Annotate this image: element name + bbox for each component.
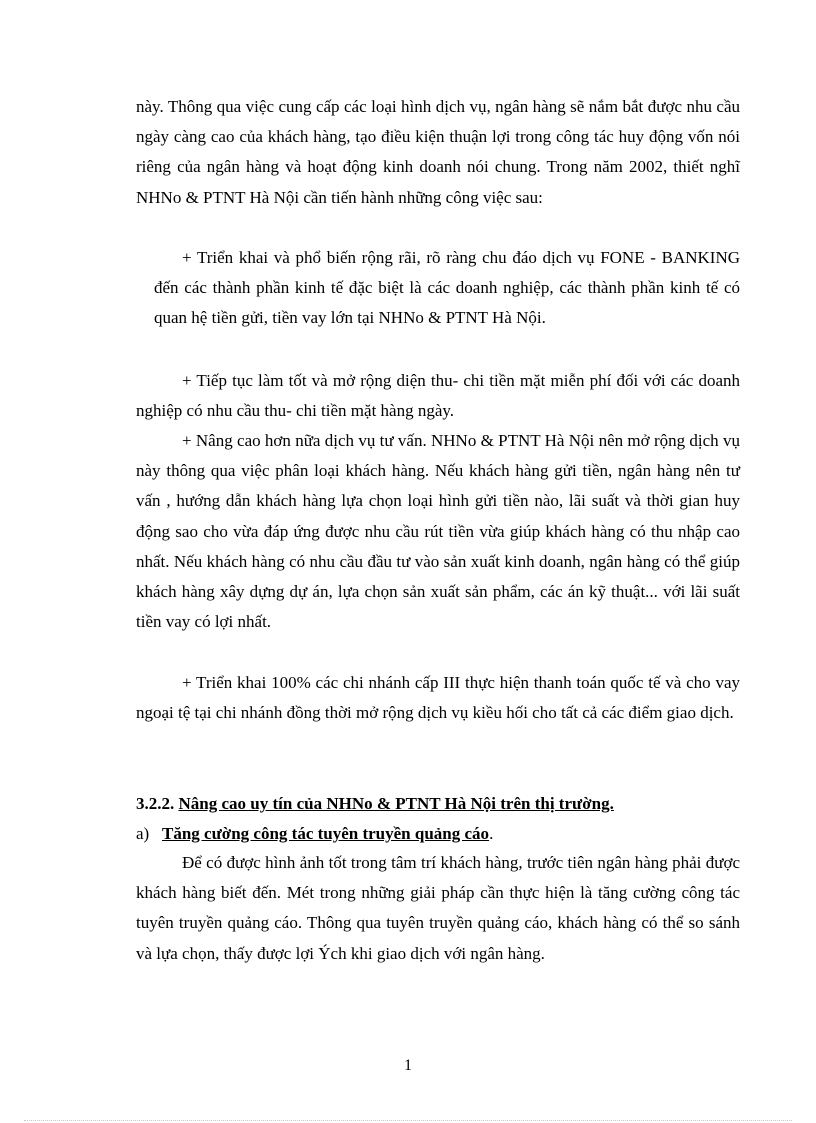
- page-number: 1: [404, 1057, 412, 1074]
- subsection-title: Tăng cường công tác tuyên truyền quảng cáo: [162, 824, 490, 843]
- section-number: 3.2.2.: [136, 794, 175, 813]
- page-bottom-border: [24, 1120, 792, 1121]
- subsection-suffix: .: [489, 824, 494, 843]
- section-title: Nâng cao uy tín của NHNo & PTNT Hà Nội trên thị trường.: [178, 794, 614, 813]
- section-heading: [136, 789, 614, 819]
- bullet-item: + Triển khai 100% các chi nhánh cấp III thực hiện thanh toán quốc tế và cho vay ngoại tệ tại chi nhánh đồng thời mở rộng dịch vụ kiều hối cho tất cả các điểm giao dịch.: [136, 673, 740, 723]
- intro-paragraph: này. Thông qua việc cung cấp các loại hình dịch vụ, ngân hàng sẽ nắm bắt được nhu cầu ngày càng cao của khách hàng, tạo điều kiện thuận lợi trong công tác huy động vốn nói riêng của ngân hàng và hoạt động kinh doanh nói chung. Trong năm 2002, thiết nghĩ NHNo & PTNT Hà Nội cần tiến hành những công việc sau:: [136, 97, 740, 207]
- bullet-item: + Triển khai và phổ biến rộng rãi, rõ ràng chu đáo dịch vụ FONE - BANKING đến các thành phần kinh tế đặc biệt là các doanh nghiệp, các thành phần kinh tế có quan hệ tiền gửi, tiền vay lớn tại NHNo & PTNT Hà Nội.: [154, 248, 740, 328]
- closing-paragraph: Để có được hình ảnh tốt trong tâm trí khách hàng, trước tiên ngân hàng phải được khách hàng biết đến. Mét trong những giải pháp cần thực hiện là tăng cường công tác tuyên truyền quảng cáo. Thông qua tuyên truyền quảng cáo, khách hàng có thể so sánh và lựa chọn, thấy được lợi Ých khi giao dịch với ngân hàng.: [136, 853, 740, 963]
- bullet-item: + Nâng cao hơn nữa dịch vụ tư vấn. NHNo & PTNT Hà Nội nên mở rộng dịch vụ này thông qua việc phân loại khách hàng. Nếu khách hàng gửi tiền, ngân hàng nên tư vấn , hướng dẫn khách hàng lựa chọn loại hình gửi tiền nào, lãi suất và thời gian huy động sao cho vừa đáp ứng được nhu cầu rút tiền vừa giúp khách hàng có thu nhập cao nhất. Nếu khách hàng có nhu cầu đầu tư vào sản xuất kinh doanh, ngân hàng có thể giúp khách hàng xây dựng dự án, lựa chọn sản xuất sản phẩm, các án kỹ thuật... với lãi suất tiền vay có lợi nhất.: [136, 431, 740, 632]
- subsection-letter: a): [136, 824, 150, 843]
- bullet-item: + Tiếp tục làm tốt và mở rộng diện thu- chi tiền mặt miễn phí đối với các doanh nghiệp có nhu cầu thu- chi tiền mặt hàng ngày.: [136, 371, 740, 421]
- subsection-heading: [136, 819, 493, 849]
